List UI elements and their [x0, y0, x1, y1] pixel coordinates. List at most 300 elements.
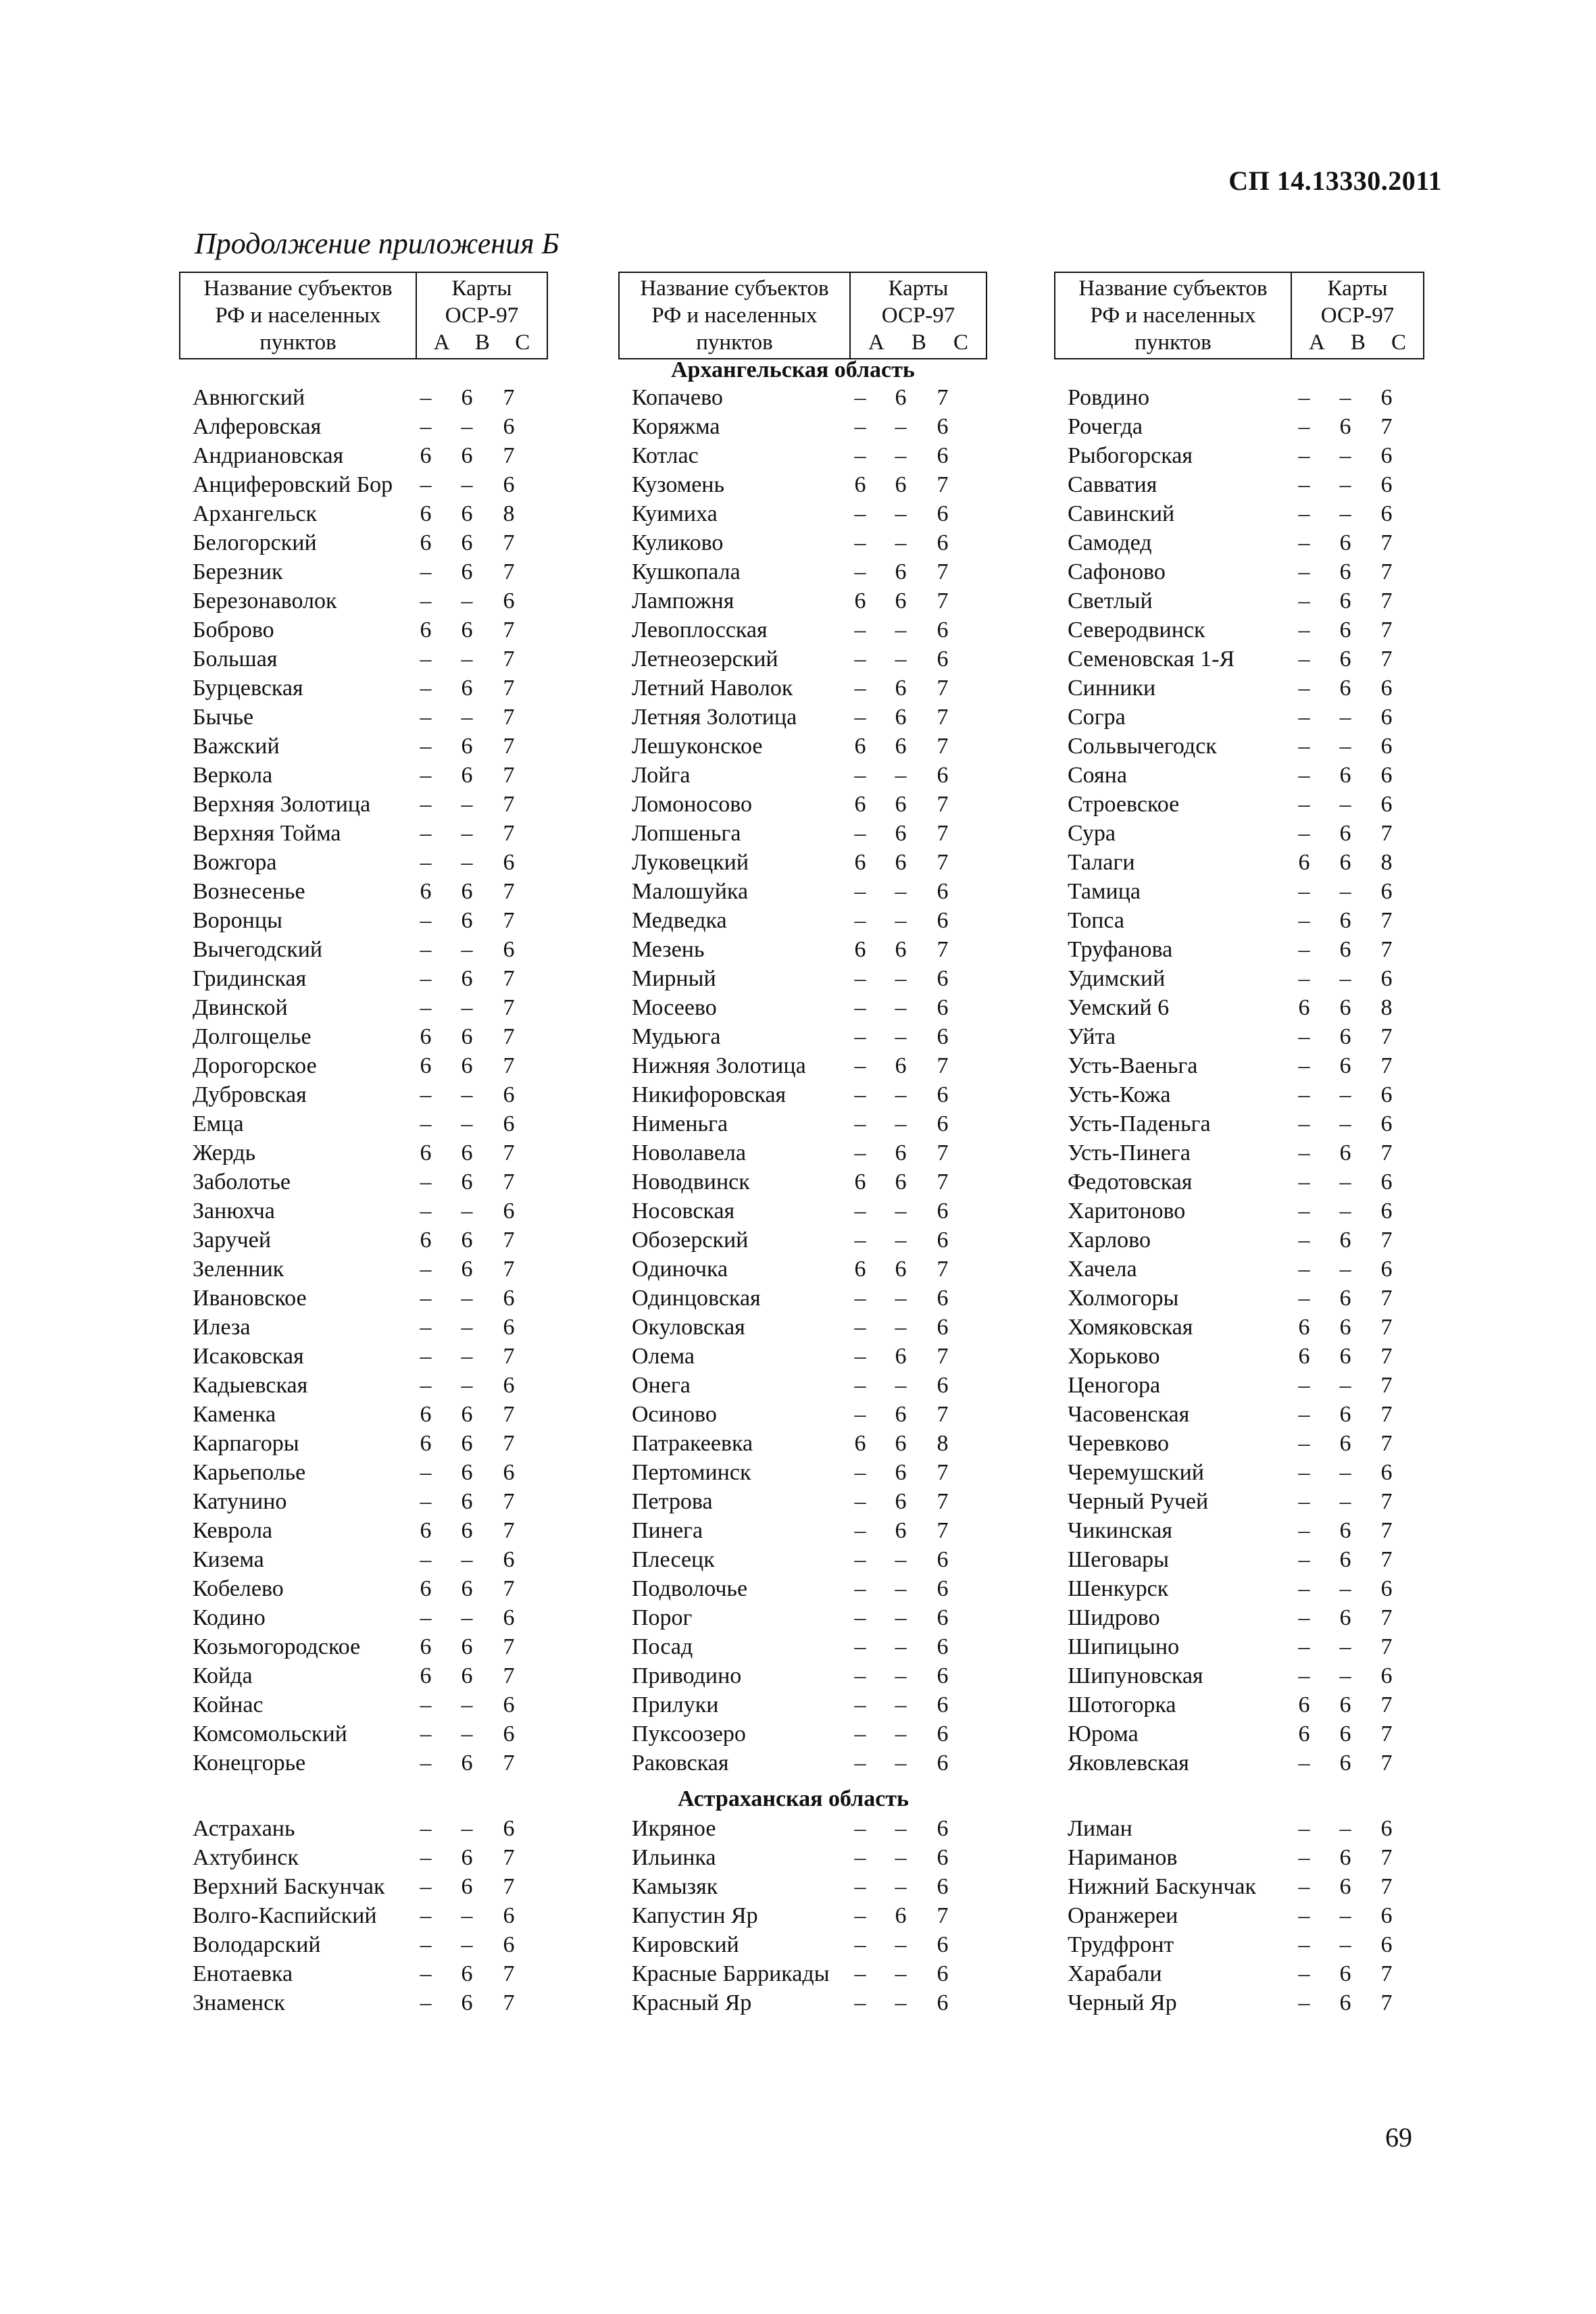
place-name: Двинской	[193, 995, 288, 1020]
value-b: 6	[461, 1402, 473, 1427]
place-name: Хомяковская	[1068, 1315, 1193, 1340]
value-b: –	[895, 530, 907, 555]
header-a: А	[868, 330, 884, 355]
value-c: 6	[1380, 1460, 1393, 1485]
value-c: 6	[937, 1547, 949, 1572]
place-name: Камызяк	[632, 1874, 718, 1899]
value-a: –	[854, 1140, 866, 1165]
value-c: 7	[1380, 1874, 1393, 1899]
value-b: –	[1339, 1460, 1351, 1485]
value-a: –	[854, 1634, 866, 1659]
value-b: 6	[461, 734, 473, 759]
value-a: –	[1298, 1373, 1310, 1398]
value-c: 7	[937, 385, 949, 410]
value-a: –	[854, 1547, 866, 1572]
value-a: –	[1298, 937, 1310, 962]
value-a: 6	[854, 734, 866, 759]
place-name: Никифоровская	[632, 1082, 787, 1107]
value-c: 6	[1380, 1663, 1393, 1688]
value-a: –	[854, 1990, 866, 2015]
place-name: Раковская	[632, 1751, 729, 1776]
value-b: 6	[461, 879, 473, 904]
value-c: 7	[1380, 588, 1393, 613]
value-a: –	[1298, 1816, 1310, 1841]
value-b: –	[461, 647, 473, 672]
place-name: Шипуновская	[1068, 1663, 1203, 1688]
value-c: 6	[503, 850, 515, 875]
value-c: 7	[937, 1402, 949, 1427]
value-a: –	[854, 1663, 866, 1688]
value-a: –	[854, 1344, 866, 1369]
value-c: 6	[937, 1816, 949, 1841]
value-c: 7	[1380, 1961, 1393, 1986]
place-name: Топса	[1068, 908, 1125, 933]
value-a: –	[420, 1489, 432, 1514]
value-b: –	[461, 850, 473, 875]
value-b: –	[895, 1932, 907, 1957]
value-c: 6	[503, 1199, 515, 1224]
value-c: 7	[503, 385, 515, 410]
value-c: 7	[503, 705, 515, 730]
value-a: –	[854, 1518, 866, 1543]
value-c: 6	[937, 1845, 949, 1870]
place-name: Жердь	[193, 1140, 256, 1165]
value-b: 6	[1339, 1024, 1351, 1049]
value-a: –	[1298, 1053, 1310, 1078]
value-a: –	[1298, 414, 1310, 439]
value-b: –	[895, 1845, 907, 1870]
place-name: Черевково	[1068, 1431, 1169, 1456]
place-name: Алферовская	[193, 414, 322, 439]
value-b: –	[895, 647, 907, 672]
value-a: 6	[1298, 850, 1310, 875]
value-a: –	[1298, 1663, 1310, 1688]
value-c: 6	[503, 937, 515, 962]
value-c: 7	[937, 559, 949, 584]
value-c: 6	[1380, 1576, 1393, 1601]
place-name: Красный Яр	[632, 1990, 752, 2015]
value-a: –	[854, 1402, 866, 1427]
value-b: 6	[461, 1140, 473, 1165]
place-name: Дубровская	[193, 1082, 307, 1107]
place-name: Самодед	[1068, 530, 1152, 555]
value-c: 7	[1380, 1315, 1393, 1340]
value-b: –	[461, 588, 473, 613]
header-name-line: Название субъектов	[1078, 276, 1268, 301]
place-name: Новодвинск	[632, 1169, 750, 1194]
place-name: Бычье	[193, 705, 254, 730]
value-c: 7	[503, 443, 515, 468]
value-a: 6	[420, 1140, 432, 1165]
value-a: –	[1298, 1257, 1310, 1282]
value-b: –	[1339, 443, 1351, 468]
place-name: Посад	[632, 1634, 693, 1659]
value-c: 7	[937, 734, 949, 759]
value-c: 6	[937, 1721, 949, 1746]
place-name: Удимский	[1068, 966, 1166, 991]
value-b: –	[461, 937, 473, 962]
value-a: –	[1298, 530, 1310, 555]
value-c: 6	[937, 647, 949, 672]
place-name: Мирный	[632, 966, 716, 991]
value-a: 6	[420, 879, 432, 904]
value-a: –	[1298, 1874, 1310, 1899]
value-c: 6	[503, 588, 515, 613]
header-maps-cell	[417, 273, 547, 358]
place-name: Пуксоозеро	[632, 1721, 746, 1746]
value-c: 6	[1380, 763, 1393, 788]
value-b: 6	[1339, 1518, 1351, 1543]
value-a: –	[1298, 734, 1310, 759]
value-c: 6	[937, 1990, 949, 2015]
value-c: 6	[503, 472, 515, 497]
place-name: Вознесенье	[193, 879, 305, 904]
value-c: 7	[937, 1053, 949, 1078]
value-a: –	[420, 1874, 432, 1899]
header-maps-line: Карты	[888, 276, 949, 301]
place-name: Лиман	[1068, 1816, 1132, 1841]
value-b: 6	[895, 1460, 907, 1485]
value-a: –	[1298, 1932, 1310, 1957]
place-name: Плесецк	[632, 1547, 715, 1572]
value-c: 7	[1380, 618, 1393, 643]
value-c: 7	[937, 1140, 949, 1165]
value-c: 7	[937, 472, 949, 497]
value-c: 6	[937, 1663, 949, 1688]
value-b: 6	[895, 1344, 907, 1369]
value-b: –	[895, 1373, 907, 1398]
place-name: Семеновская 1-Я	[1068, 647, 1235, 672]
place-name: Черемушский	[1068, 1460, 1204, 1485]
value-a: –	[854, 1460, 866, 1485]
value-c: 7	[1380, 1402, 1393, 1427]
value-b: 6	[1339, 1286, 1351, 1311]
value-b: 6	[1339, 821, 1351, 846]
value-b: 6	[1339, 618, 1351, 643]
value-b: –	[895, 1721, 907, 1746]
value-b: 6	[461, 966, 473, 991]
value-c: 6	[1380, 1111, 1393, 1136]
value-a: –	[854, 1576, 866, 1601]
value-b: 6	[1339, 1845, 1351, 1870]
value-b: 6	[1339, 647, 1351, 672]
place-name: Юрома	[1068, 1721, 1139, 1746]
place-name: Лопшеньга	[632, 821, 741, 846]
place-name: Сояна	[1068, 763, 1127, 788]
value-a: –	[1298, 588, 1310, 613]
value-c: 7	[503, 821, 515, 846]
header-maps-cell	[1292, 273, 1423, 358]
value-a: –	[1298, 472, 1310, 497]
value-a: –	[854, 1605, 866, 1630]
place-name: Черный Ручей	[1068, 1489, 1209, 1514]
value-a: –	[854, 879, 866, 904]
value-a: –	[1298, 1286, 1310, 1311]
place-name: Синники	[1068, 676, 1156, 701]
header-name-line: пунктов	[259, 330, 336, 355]
place-name: Емца	[193, 1111, 244, 1136]
value-a: –	[420, 821, 432, 846]
value-a: –	[854, 1751, 866, 1776]
place-name: Савинский	[1068, 501, 1175, 526]
value-c: 6	[503, 1903, 515, 1928]
place-name: Верхняя Тойма	[193, 821, 341, 846]
place-name: Кузомень	[632, 472, 725, 497]
value-a: –	[420, 1169, 432, 1194]
value-b: –	[895, 1605, 907, 1630]
value-c: 6	[1380, 1082, 1393, 1107]
value-b: –	[895, 1082, 907, 1107]
header-maps-line: ОСР-97	[1320, 303, 1395, 328]
value-c: 7	[1380, 1431, 1393, 1456]
value-c: 6	[937, 1111, 949, 1136]
value-b: 6	[461, 908, 473, 933]
value-c: 7	[1380, 937, 1393, 962]
place-name: Яковлевская	[1068, 1751, 1189, 1776]
value-c: 7	[503, 1169, 515, 1194]
value-c: 6	[503, 1111, 515, 1136]
place-name: Веркола	[193, 763, 273, 788]
place-name: Рочегда	[1068, 414, 1143, 439]
place-name: Бурцевская	[193, 676, 303, 701]
value-c: 7	[503, 1140, 515, 1165]
place-name: Илеза	[193, 1315, 251, 1340]
value-a: 6	[1298, 1721, 1310, 1746]
value-a: –	[854, 559, 866, 584]
value-c: 7	[1380, 1286, 1393, 1311]
value-b: –	[1339, 1932, 1351, 1957]
value-a: –	[420, 1547, 432, 1572]
value-b: 6	[895, 1169, 907, 1194]
value-a: –	[1298, 1903, 1310, 1928]
table-header	[179, 272, 548, 359]
value-a: 6	[1298, 995, 1310, 1020]
header-name-line: Название субъектов	[203, 276, 393, 301]
place-name: Ровдино	[1068, 385, 1149, 410]
place-name: Медведка	[632, 908, 727, 933]
value-c: 6	[937, 1228, 949, 1253]
value-c: 6	[1380, 1169, 1393, 1194]
value-b: 6	[1339, 1547, 1351, 1572]
header-c: С	[1391, 330, 1406, 355]
place-name: Харлово	[1068, 1228, 1151, 1253]
value-a: –	[854, 1111, 866, 1136]
header-name-line: пунктов	[696, 330, 773, 355]
value-c: 7	[503, 1518, 515, 1543]
value-a: –	[854, 1315, 866, 1340]
value-c: 7	[503, 1634, 515, 1659]
value-b: –	[895, 1576, 907, 1601]
value-b: 6	[895, 937, 907, 962]
place-name: Прилуки	[632, 1692, 719, 1717]
region-arkhangelsk-title: Архангельская область	[671, 357, 915, 382]
place-name: Усть-Кожа	[1068, 1082, 1171, 1107]
value-a: –	[854, 1024, 866, 1049]
table-header	[1054, 272, 1424, 359]
value-c: 7	[503, 1874, 515, 1899]
value-b: –	[461, 1816, 473, 1841]
place-name: Шидрово	[1068, 1605, 1160, 1630]
value-a: 6	[420, 1576, 432, 1601]
place-name: Оранжереи	[1068, 1903, 1178, 1928]
value-c: 7	[1380, 1228, 1393, 1253]
header-maps-line: ОСР-97	[445, 303, 519, 328]
value-c: 6	[937, 908, 949, 933]
page-number: 69	[1385, 2122, 1412, 2153]
place-name: Куимиха	[632, 501, 718, 526]
place-name: Ценогора	[1068, 1373, 1161, 1398]
place-name: Комсомольский	[193, 1721, 347, 1746]
value-b: –	[461, 472, 473, 497]
value-c: 6	[1380, 385, 1393, 410]
value-b: –	[1339, 734, 1351, 759]
value-a: 6	[1298, 1315, 1310, 1340]
value-c: 6	[937, 501, 949, 526]
value-b: 6	[1339, 995, 1351, 1020]
place-name: Волго-Каспийский	[193, 1903, 377, 1928]
value-a: –	[854, 1489, 866, 1514]
value-b: 6	[1339, 1605, 1351, 1630]
value-a: –	[1298, 1228, 1310, 1253]
value-b: –	[1339, 1634, 1351, 1659]
value-c: 7	[503, 1961, 515, 1986]
place-name: Ивановское	[193, 1286, 307, 1311]
value-a: –	[420, 559, 432, 584]
value-b: –	[895, 1024, 907, 1049]
value-a: –	[1298, 1024, 1310, 1049]
table-column-3	[1054, 272, 1424, 2015]
value-a: –	[1298, 385, 1310, 410]
value-a: –	[420, 647, 432, 672]
place-name: Ломоносово	[632, 792, 753, 817]
value-c: 6	[1380, 472, 1393, 497]
place-name: Строевское	[1068, 792, 1180, 817]
value-b: 6	[895, 676, 907, 701]
value-a: –	[854, 676, 866, 701]
value-c: 7	[1380, 1751, 1393, 1776]
place-name: Хачела	[1068, 1257, 1137, 1282]
place-name: Красные Баррикады	[632, 1961, 830, 1986]
value-c: 8	[1380, 995, 1393, 1020]
place-name: Ахтубинск	[193, 1845, 299, 1870]
value-b: –	[461, 1903, 473, 1928]
value-b: –	[895, 966, 907, 991]
place-name: Коряжма	[632, 414, 720, 439]
value-b: 6	[1339, 530, 1351, 555]
value-a: –	[854, 501, 866, 526]
value-b: 6	[461, 1024, 473, 1049]
place-name: Куликово	[632, 530, 724, 555]
value-b: 6	[1339, 559, 1351, 584]
value-c: 7	[1380, 1140, 1393, 1165]
value-c: 6	[503, 1315, 515, 1340]
value-a: –	[1298, 501, 1310, 526]
value-c: 6	[937, 443, 949, 468]
place-name: Койнас	[193, 1692, 264, 1717]
place-name: Савватия	[1068, 472, 1157, 497]
value-b: –	[1339, 792, 1351, 817]
value-a: –	[854, 530, 866, 555]
place-name: Светлый	[1068, 588, 1153, 613]
value-b: –	[895, 1663, 907, 1688]
value-c: 6	[1380, 966, 1393, 991]
value-c: 6	[503, 1286, 515, 1311]
value-c: 6	[937, 530, 949, 555]
value-c: 7	[1380, 1990, 1393, 2015]
value-a: 6	[420, 1431, 432, 1456]
place-name: Зеленник	[193, 1257, 284, 1282]
place-name: Харитоново	[1068, 1199, 1186, 1224]
value-c: 6	[937, 763, 949, 788]
value-c: 6	[937, 1605, 949, 1630]
place-name: Вожгора	[193, 850, 277, 875]
value-a: –	[420, 995, 432, 1020]
place-name: Носовская	[632, 1199, 735, 1224]
value-a: –	[854, 1286, 866, 1311]
value-c: 7	[937, 1169, 949, 1194]
value-a: –	[420, 1903, 432, 1928]
value-b: –	[1339, 879, 1351, 904]
value-a: –	[1298, 1990, 1310, 2015]
place-name: Часовенская	[1068, 1402, 1190, 1427]
value-c: 7	[937, 676, 949, 701]
value-b: –	[1339, 501, 1351, 526]
value-c: 6	[1380, 1816, 1393, 1841]
place-name: Усть-Ваеньга	[1068, 1053, 1198, 1078]
value-c: 6	[937, 995, 949, 1020]
place-name: Заболотье	[193, 1169, 291, 1194]
place-name: Карпагоры	[193, 1431, 299, 1456]
value-c: 6	[503, 1932, 515, 1957]
place-name: Шотогорка	[1068, 1692, 1176, 1717]
value-c: 6	[503, 1692, 515, 1717]
place-name: Шеговары	[1068, 1547, 1170, 1572]
place-name: Лампожня	[632, 588, 734, 613]
header-c: С	[953, 330, 968, 355]
value-b: 6	[461, 501, 473, 526]
value-a: –	[854, 1692, 866, 1717]
value-b: 6	[895, 850, 907, 875]
value-b: 6	[461, 1431, 473, 1456]
value-b: –	[895, 618, 907, 643]
place-name: Гридинская	[193, 966, 307, 991]
value-b: –	[895, 501, 907, 526]
place-name: Трудфронт	[1068, 1932, 1174, 1957]
value-b: 6	[895, 559, 907, 584]
value-b: –	[461, 1932, 473, 1957]
value-c: 7	[503, 763, 515, 788]
value-c: 7	[1380, 1344, 1393, 1369]
place-name: Мудьюга	[632, 1024, 721, 1049]
value-b: –	[895, 908, 907, 933]
value-a: –	[420, 705, 432, 730]
place-name: Сафоново	[1068, 559, 1166, 584]
place-name: Козьмогородское	[193, 1634, 361, 1659]
value-a: –	[1298, 763, 1310, 788]
value-a: –	[1298, 879, 1310, 904]
value-a: –	[854, 995, 866, 1020]
value-b: –	[461, 821, 473, 846]
value-a: –	[1298, 1576, 1310, 1601]
value-a: –	[854, 1082, 866, 1107]
value-c: 7	[1380, 908, 1393, 933]
value-a: –	[1298, 966, 1310, 991]
value-b: 6	[461, 676, 473, 701]
value-a: –	[854, 1903, 866, 1928]
value-c: 6	[503, 1373, 515, 1398]
value-a: 6	[854, 472, 866, 497]
value-b: –	[1339, 966, 1351, 991]
